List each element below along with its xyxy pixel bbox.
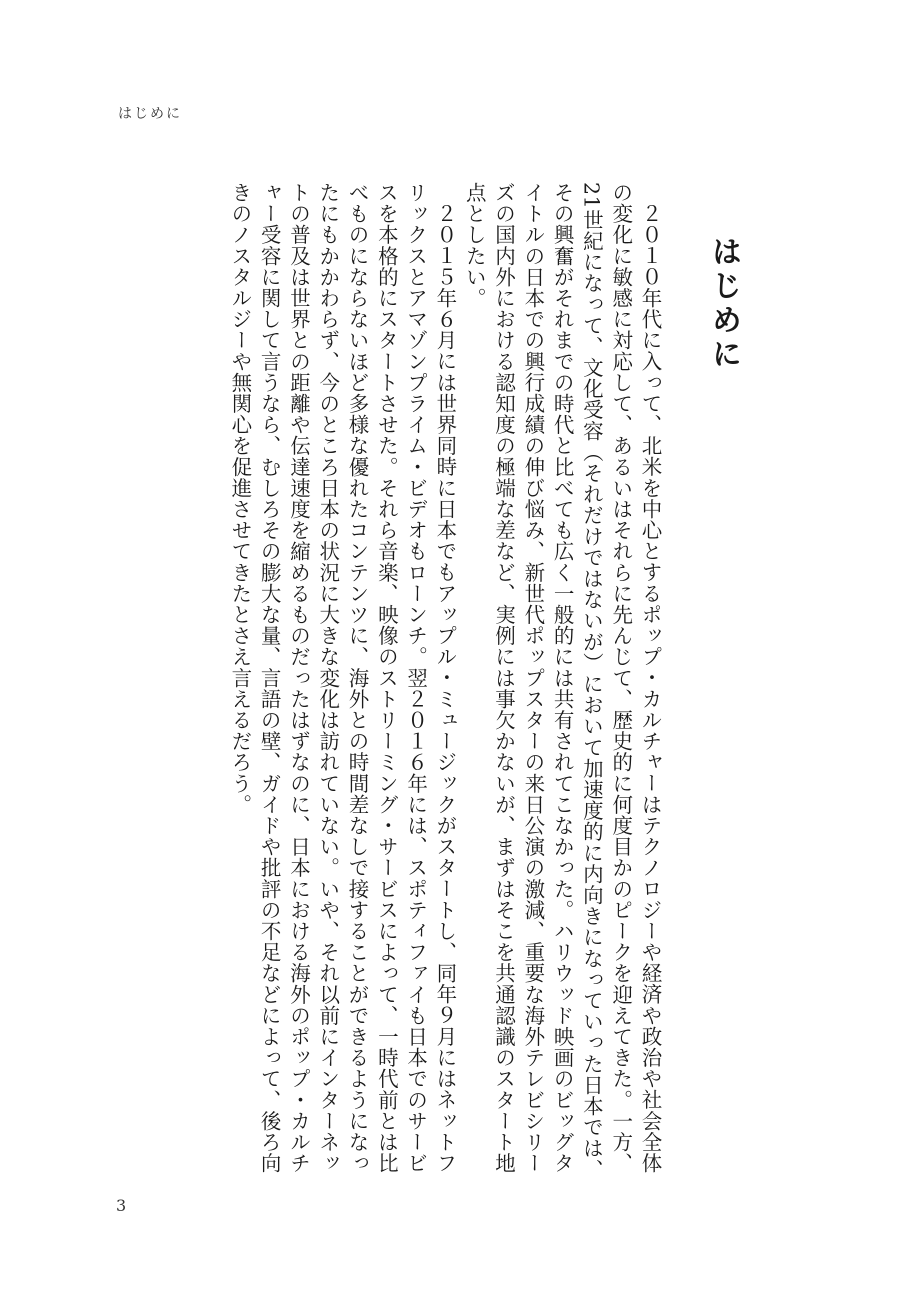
paragraph-2: ２０１５年６月には世界同時に日本でもアップル・ミュージックがスタートし、同年９月にはネットフリックスとアマゾンプライム・ビデオもローンチ。翌２０１６年には、スポティファイも日本でのサービスを本格的にスタートさせた。それら音楽、映像のストリーミング・サービスによって、一時代前とは比べものにならないほど多様な優れたコンテンツに、海外との時間差なしで接することができるようになったにもかかわらず、今のところ日本の状況に大きな変化は訪れていない。いや、それ以前にインターネットの普及は世界との距離や伝達速度を縮めるものだったはずなのに、日本における海外のポップ・カルチャー受容に関して言うなら、むしろその膨大な量、言語の壁、ガイドや批評の不足などによって、後ろ向きのノスタルジーや無関心を促進させてきたとさえ言えるだろう。 — [227, 182, 457, 1174]
body-text — [225, 182, 664, 1192]
paragraph-1: ２０１０年代に入って、北米を中心とするポップ・カルチャーはテクノロジーや経済や政治や社会全体の変化に敏感に対応して、あるいはそれらに先んじて、歴史的に何度目かのピークを迎えてきた。一方、21世紀になって、文化受容（それだけではないが）において加速度的に内向きになっていった日本では、その興奮がそれまでの時代と比べても広く一般的には共有されてこなかった。ハリウッド映画のビッグタイトルの日本での興行成績の伸び悩み、新世代ポップスターの来日公演の激減、重要な海外テレビシリーズの国内外における認知度の極端な差など、実例には事欠かないが、まずはそこを共通認識のスタート地点としたい。 — [462, 182, 662, 1180]
chapter-title: はじめに — [706, 236, 741, 372]
running-head: はじめに — [118, 106, 182, 122]
page-number: 3 — [116, 1196, 127, 1215]
